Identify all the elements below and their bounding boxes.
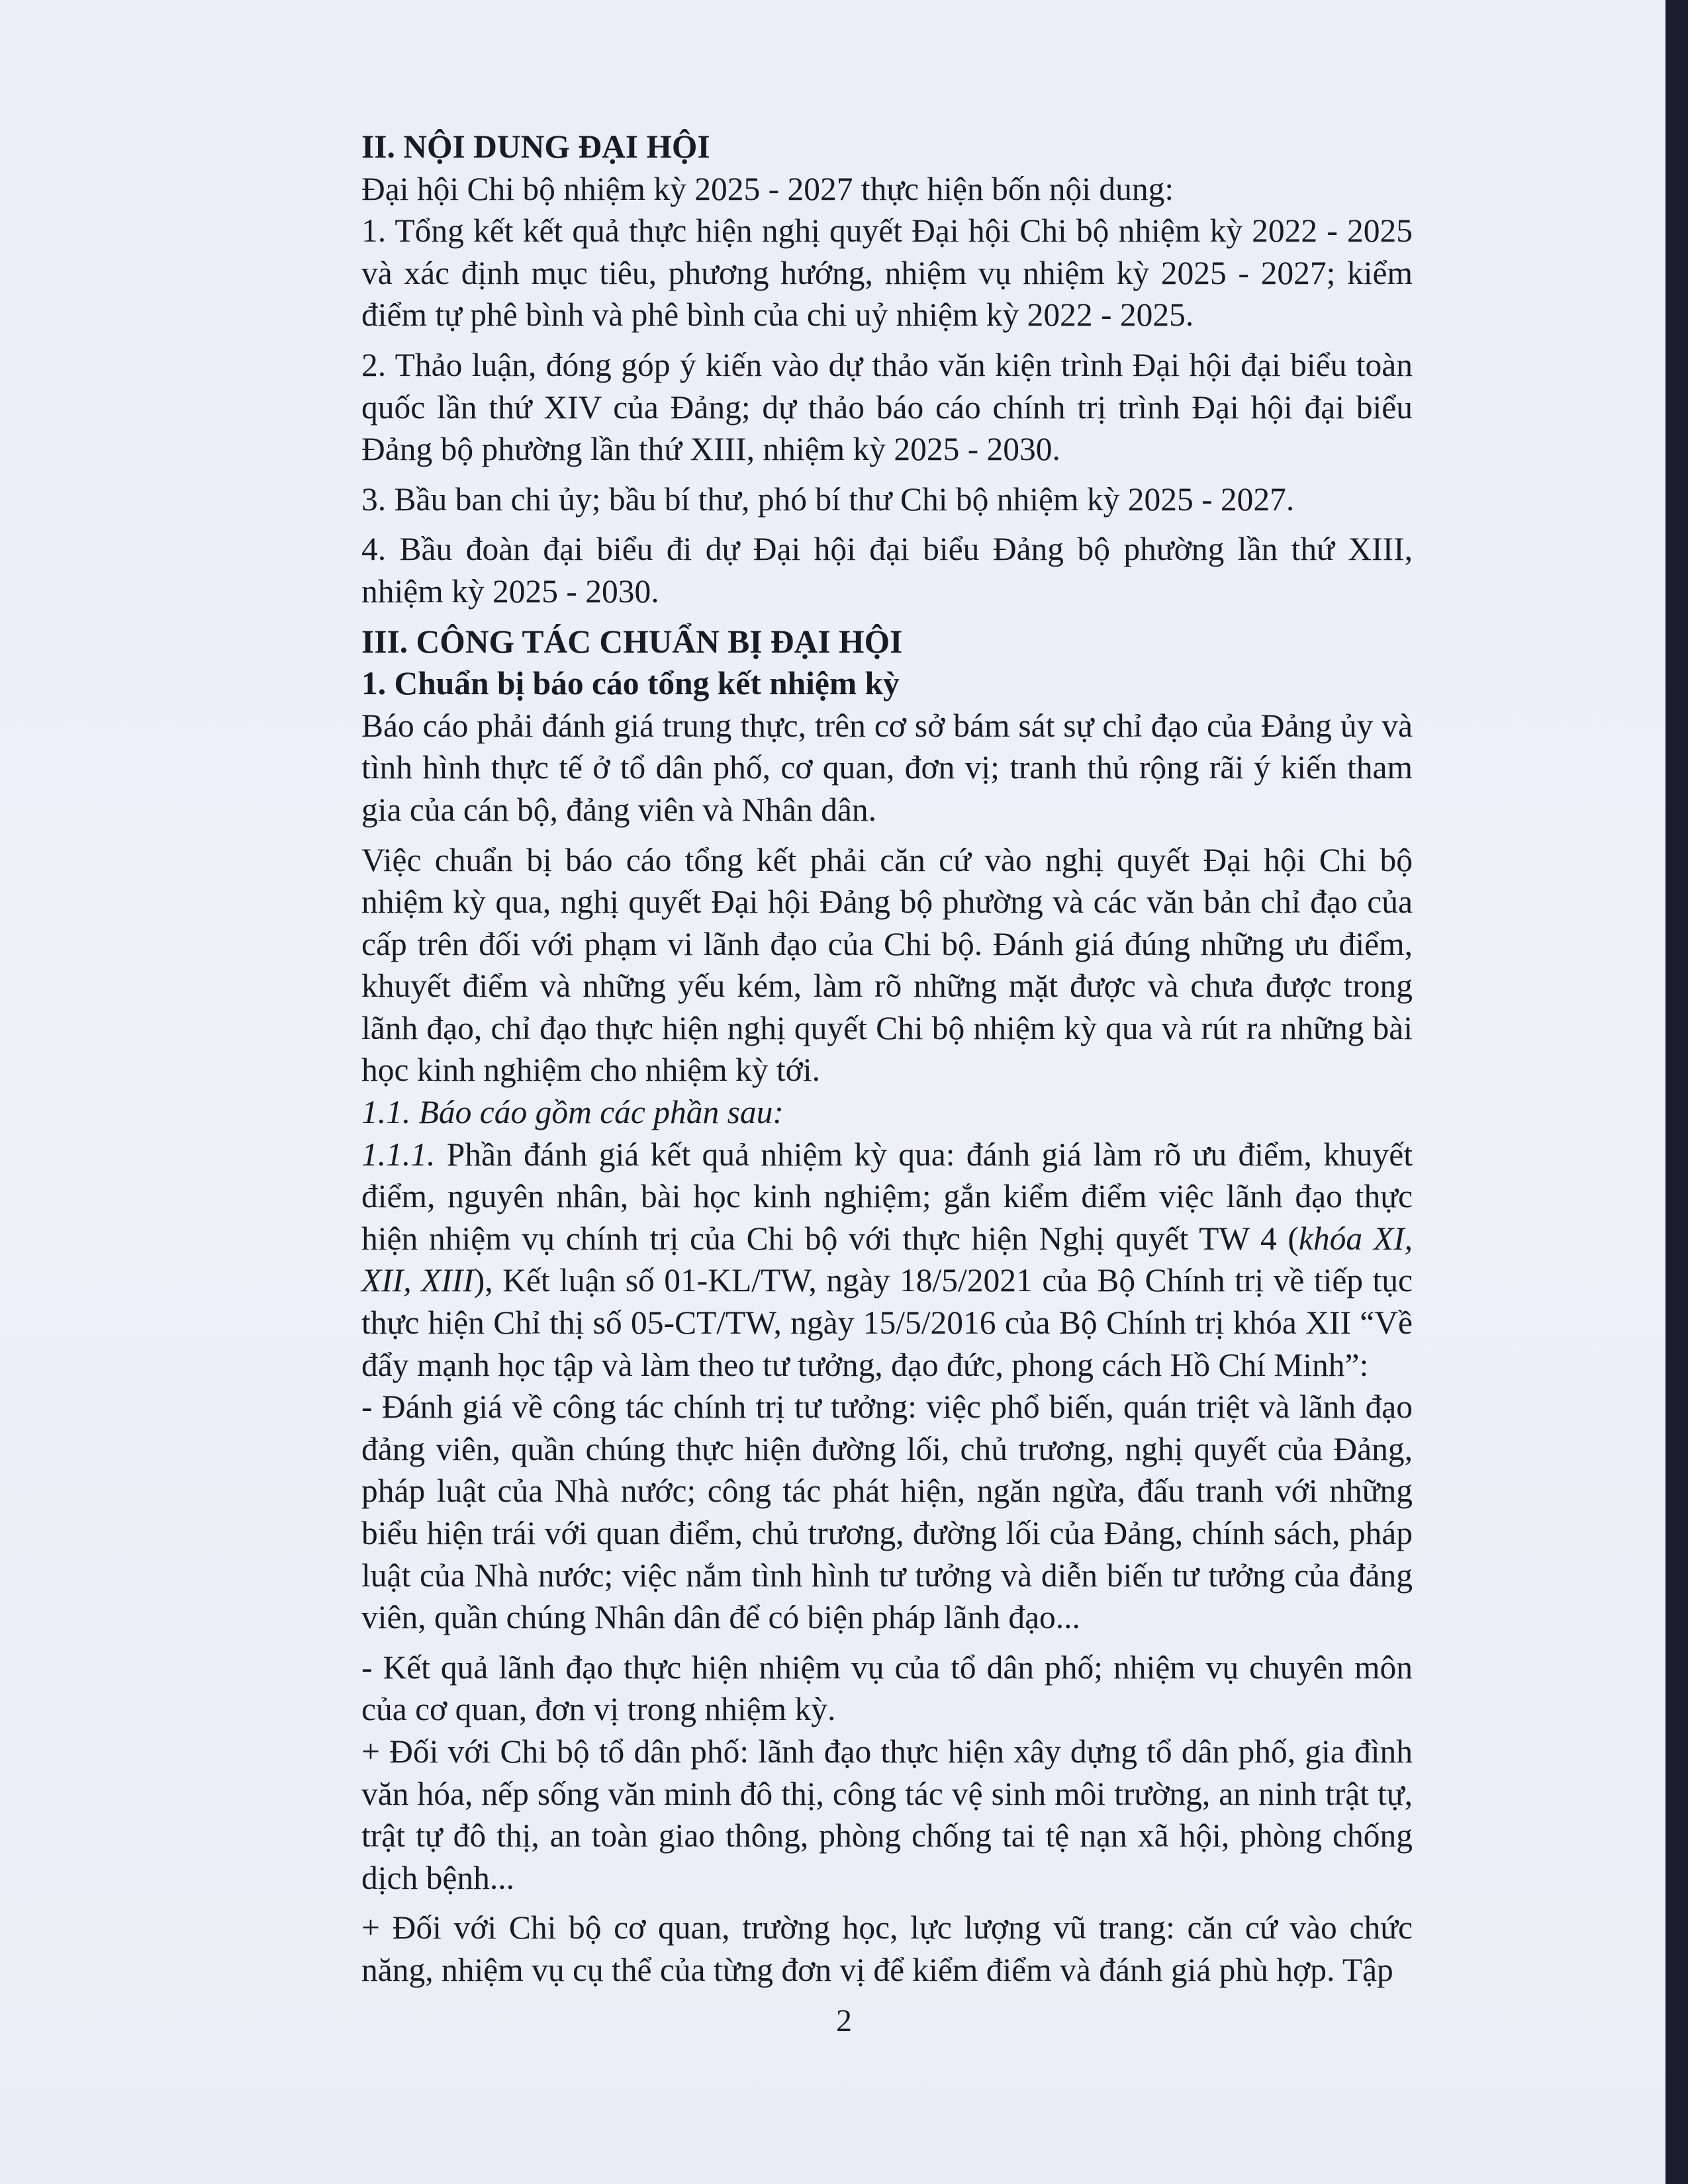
plus-paragraph-1: + Đối với Chi bộ tổ dân phố: lãnh đạo thực hiện xây dựng tổ dân phố, gia đình văn hóa, nếp sống văn minh đô thị, công tác vệ sinh môi trường, an ninh trật tự, trật tự đô thị, an toàn giao thông, phòng chống tai tệ nạn xã hội, phòng chống dịch bệnh...	[361, 1733, 1413, 1896]
content-item-1: 1. Tổng kết kết quả thực hiện nghị quyết Đại hội Chi bộ nhiệm kỳ 2022 - 2025 và xác định mục tiêu, phương hướng, nhiệm vụ nhiệm kỳ 2025 - 2027; kiểm điểm tự phê bình và phê bình của chi uỷ nhiệm kỳ 2022 - 2025.	[361, 212, 1413, 334]
item-number-label: 1.1.1.	[361, 1136, 436, 1173]
item-italic-text: khóa XI, XII, XIII	[361, 1220, 1413, 1299]
scan-edge	[1665, 0, 1688, 2184]
content-item-3: 3. Bầu ban chi ủy; bầu bí thư, phó bí thư Chi bộ nhiệm kỳ 2025 - 2027.	[361, 480, 1295, 518]
paragraph-1: Báo cáo phải đánh giá trung thực, trên cơ sở bám sát sự chỉ đạo của Đảng ủy và tình hình thực tế ở tổ dân phố, cơ quan, đơn vị; tranh thủ rộng rãi ý kiến tham gia của cán bộ, đảng viên và Nhân dân.	[361, 707, 1413, 828]
subheading-1: 1. Chuẩn bị báo cáo tổng kết nhiệm kỳ	[361, 665, 900, 702]
plus-paragraph-2: + Đối với Chi bộ cơ quan, trường học, lực lượng vũ trang: căn cứ vào chức năng, nhiệm vụ cụ thể của từng đơn vị để kiểm điểm và đánh giá phù hợp. Tập	[361, 1909, 1413, 1988]
bullet-paragraph-2: - Kết quả lãnh đạo thực hiện nhiệm vụ của tổ dân phố; nhiệm vụ chuyên môn của cơ quan, đơn vị trong nhiệm kỳ.	[361, 1649, 1413, 1728]
paragraph-2: Việc chuẩn bị báo cáo tổng kết phải căn cứ vào nghị quyết Đại hội Chi bộ nhiệm kỳ qua, nghị quyết Đại hội Đảng bộ phường và các văn bản chỉ đạo của cấp trên đối với phạm vi lãnh đạo của Chi bộ. Đánh giá đúng những ưu điểm, khuyết điểm và những yếu kém, làm rõ những mặt được và chưa được trong lãnh đạo, chỉ đạo thực hiện nghị quyết Chi bộ nhiệm kỳ qua và rút ra những bài học kinh nghiệm cho nhiệm kỳ tới.	[361, 841, 1413, 1089]
content-item-2: 2. Thảo luận, đóng góp ý kiến vào dự thảo văn kiện trình Đại hội đại biểu toàn quốc lần thứ XIV của Đảng; dự thảo báo cáo chính trị trình Đại hội đại biểu Đảng bộ phường lần thứ XIII, nhiệm kỳ 2025 - 2030.	[361, 346, 1413, 468]
intro-text: Đại hội Chi bộ nhiệm kỳ 2025 - 2027 thực hiện bốn nội dung:	[361, 170, 1174, 207]
paragraph-1-1-1	[361, 1134, 1413, 1387]
bullet-paragraph-1: - Đánh giá về công tác chính trị tư tưởng: việc phổ biến, quán triệt và lãnh đạo đảng viên, quần chúng thực hiện đường lối, chủ trương, nghị quyết của Đảng, pháp luật của Nhà nước; công tác phát hiện, ngăn ngừa, đấu tranh với những biểu hiện trái với quan điểm, chủ trương, đường lối của Đảng, chính sách, pháp luật của Nhà nước; việc nắm tình hình tư tưởng và diễn biến tư tưởng của đảng viên, quần chúng Nhân dân để có biện pháp lãnh đạo...	[361, 1388, 1413, 1636]
section-heading-3: III. CÔNG TÁC CHUẨN BỊ ĐẠI HỘI	[361, 623, 903, 660]
intro-paragraph	[361, 168, 1413, 210]
section-heading-2: II. NỘI DUNG ĐẠI HỘI	[361, 128, 710, 165]
subheading-1-1: 1.1. Báo cáo gồm các phần sau:	[361, 1094, 784, 1131]
page-number: 2	[836, 2003, 852, 2038]
item-text-a: Phần đánh giá kết quả nhiệm kỳ qua: đánh giá làm rõ ưu điểm, khuyết điểm, nguyên nhân, bài học kinh nghiệm; gắn kiểm điểm việc lãnh đạo thực hiện nhiệm vụ chính trị của Chi bộ với thực hiện Nghị quyết TW 4 (	[361, 1136, 1413, 1257]
document-body	[361, 126, 1413, 1991]
content-item-4: 4. Bầu đoàn đại biểu đi dự Đại hội đại biểu Đảng bộ phường lần thứ XIII, nhiệm kỳ 2025 - 2030.	[361, 531, 1413, 610]
item-text-b: ), Kết luận số 01-KL/TW, ngày 18/5/2021 của Bộ Chính trị về tiếp tục thực hiện Chỉ thị số 05-CT/TW, ngày 15/5/2016 của Bộ Chính trị khóa XII “Về đẩy mạnh học tập và làm theo tư tưởng, đạo đức, phong cách Hồ Chí Minh”:	[361, 1262, 1413, 1383]
